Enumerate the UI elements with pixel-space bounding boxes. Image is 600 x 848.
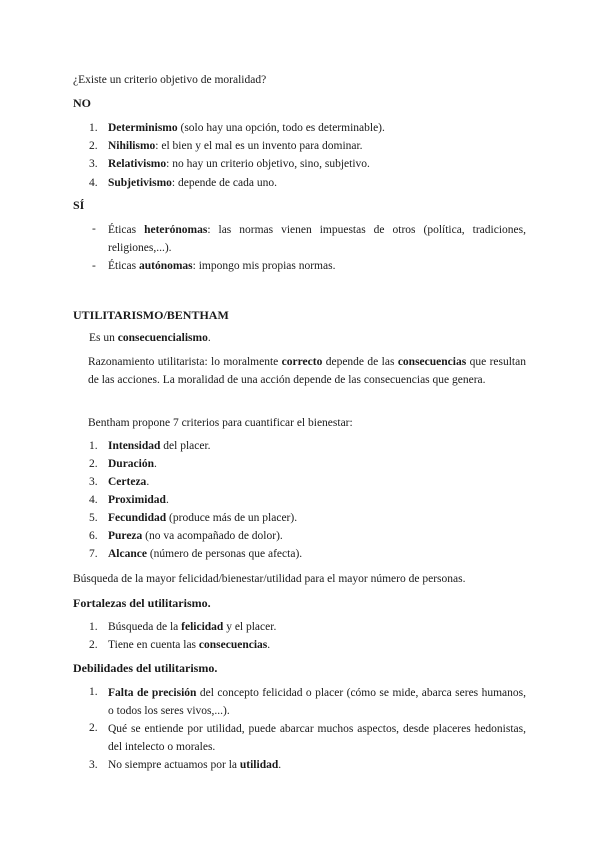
list-text: Éticas autónomas: impongo mis propias normas. — [108, 260, 336, 272]
strengths-heading: Fortalezas del utilitarismo. — [73, 596, 211, 610]
search-sentence: Búsqueda de la mayor felicidad/bienestar/utilidad para el mayor número de personas. — [73, 573, 466, 585]
list-text: Certeza. — [108, 476, 150, 488]
list-dash: - — [92, 223, 96, 235]
list-number: 2. — [89, 458, 98, 470]
list-number: 1. — [89, 440, 98, 452]
list-number: 2. — [89, 639, 98, 651]
weaknesses-heading: Debilidades del utilitarismo. — [73, 661, 218, 675]
list-number: 1. — [89, 621, 98, 633]
list-number: 2. — [89, 722, 98, 734]
list-text: Determinismo (solo hay una opción, todo es determinable). — [108, 122, 385, 134]
list-text: Tiene en cuenta las consecuencias. — [108, 639, 271, 651]
list-text: No siempre actuamos por la utilidad. — [108, 759, 282, 771]
list-text: Subjetivismo: depende de cada uno. — [108, 177, 277, 189]
section-heading: UTILITARISMO/BENTHAM — [73, 308, 229, 322]
list-number: 2. — [89, 140, 98, 152]
list-text: Búsqueda de la felicidad y el placer. — [108, 621, 277, 633]
list-text: Nihilismo: el bien y el mal es un invento para dominar. — [108, 140, 363, 152]
list-number: 6. — [89, 530, 98, 542]
list-text: Qué se entiende por utilidad, puede abarcar muchos aspectos, desde placeres hedonistas, del intelecto o morales. — [108, 723, 526, 753]
list-text: Duración. — [108, 458, 157, 470]
list-number: 3. — [89, 158, 98, 170]
list-number: 5. — [89, 512, 98, 524]
list-number: 4. — [89, 177, 98, 189]
list-text: Relativismo: no hay un criterio objetivo, sino, subjetivo. — [108, 158, 370, 170]
intro-question: ¿Existe un criterio objetivo de moralidad? — [73, 74, 267, 86]
list-text: Falta de precisión del concepto felicidad o placer (cómo se mide, abarca seres humanos, o todos los seres vivos,...). — [108, 687, 526, 717]
si-heading: SÍ — [73, 198, 85, 212]
list-text: Pureza (no va acompañado de dolor). — [108, 530, 283, 542]
list-number: 1. — [89, 122, 98, 134]
no-heading: NO — [73, 96, 91, 110]
list-text: Alcance (número de personas que afecta). — [108, 548, 303, 560]
list-number: 3. — [89, 476, 98, 488]
list-text: Fecundidad (produce más de un placer). — [108, 512, 298, 524]
list-dash: - — [92, 260, 96, 272]
list-number: 4. — [89, 494, 98, 506]
list-number: 1. — [89, 686, 98, 698]
list-number: 7. — [89, 548, 98, 560]
list-text: Proximidad. — [108, 494, 169, 506]
list-number: 3. — [89, 759, 98, 771]
reasoning-paragraph: Razonamiento utilitarista: lo moralmente correcto depende de las consecuencias que resultan de las acciones. La moralidad de una acción depende de las consecuencias que genera. — [88, 356, 526, 386]
definition-line: Es un consecuencialismo. — [89, 332, 211, 344]
list-text: Éticas heterónomas: las normas vienen impuestas de otros (política, tradiciones, religiones,...). — [108, 224, 526, 254]
bentham-intro: Bentham propone 7 criterios para cuantificar el bienestar: — [88, 417, 353, 429]
list-text: Intensidad del placer. — [108, 440, 211, 452]
